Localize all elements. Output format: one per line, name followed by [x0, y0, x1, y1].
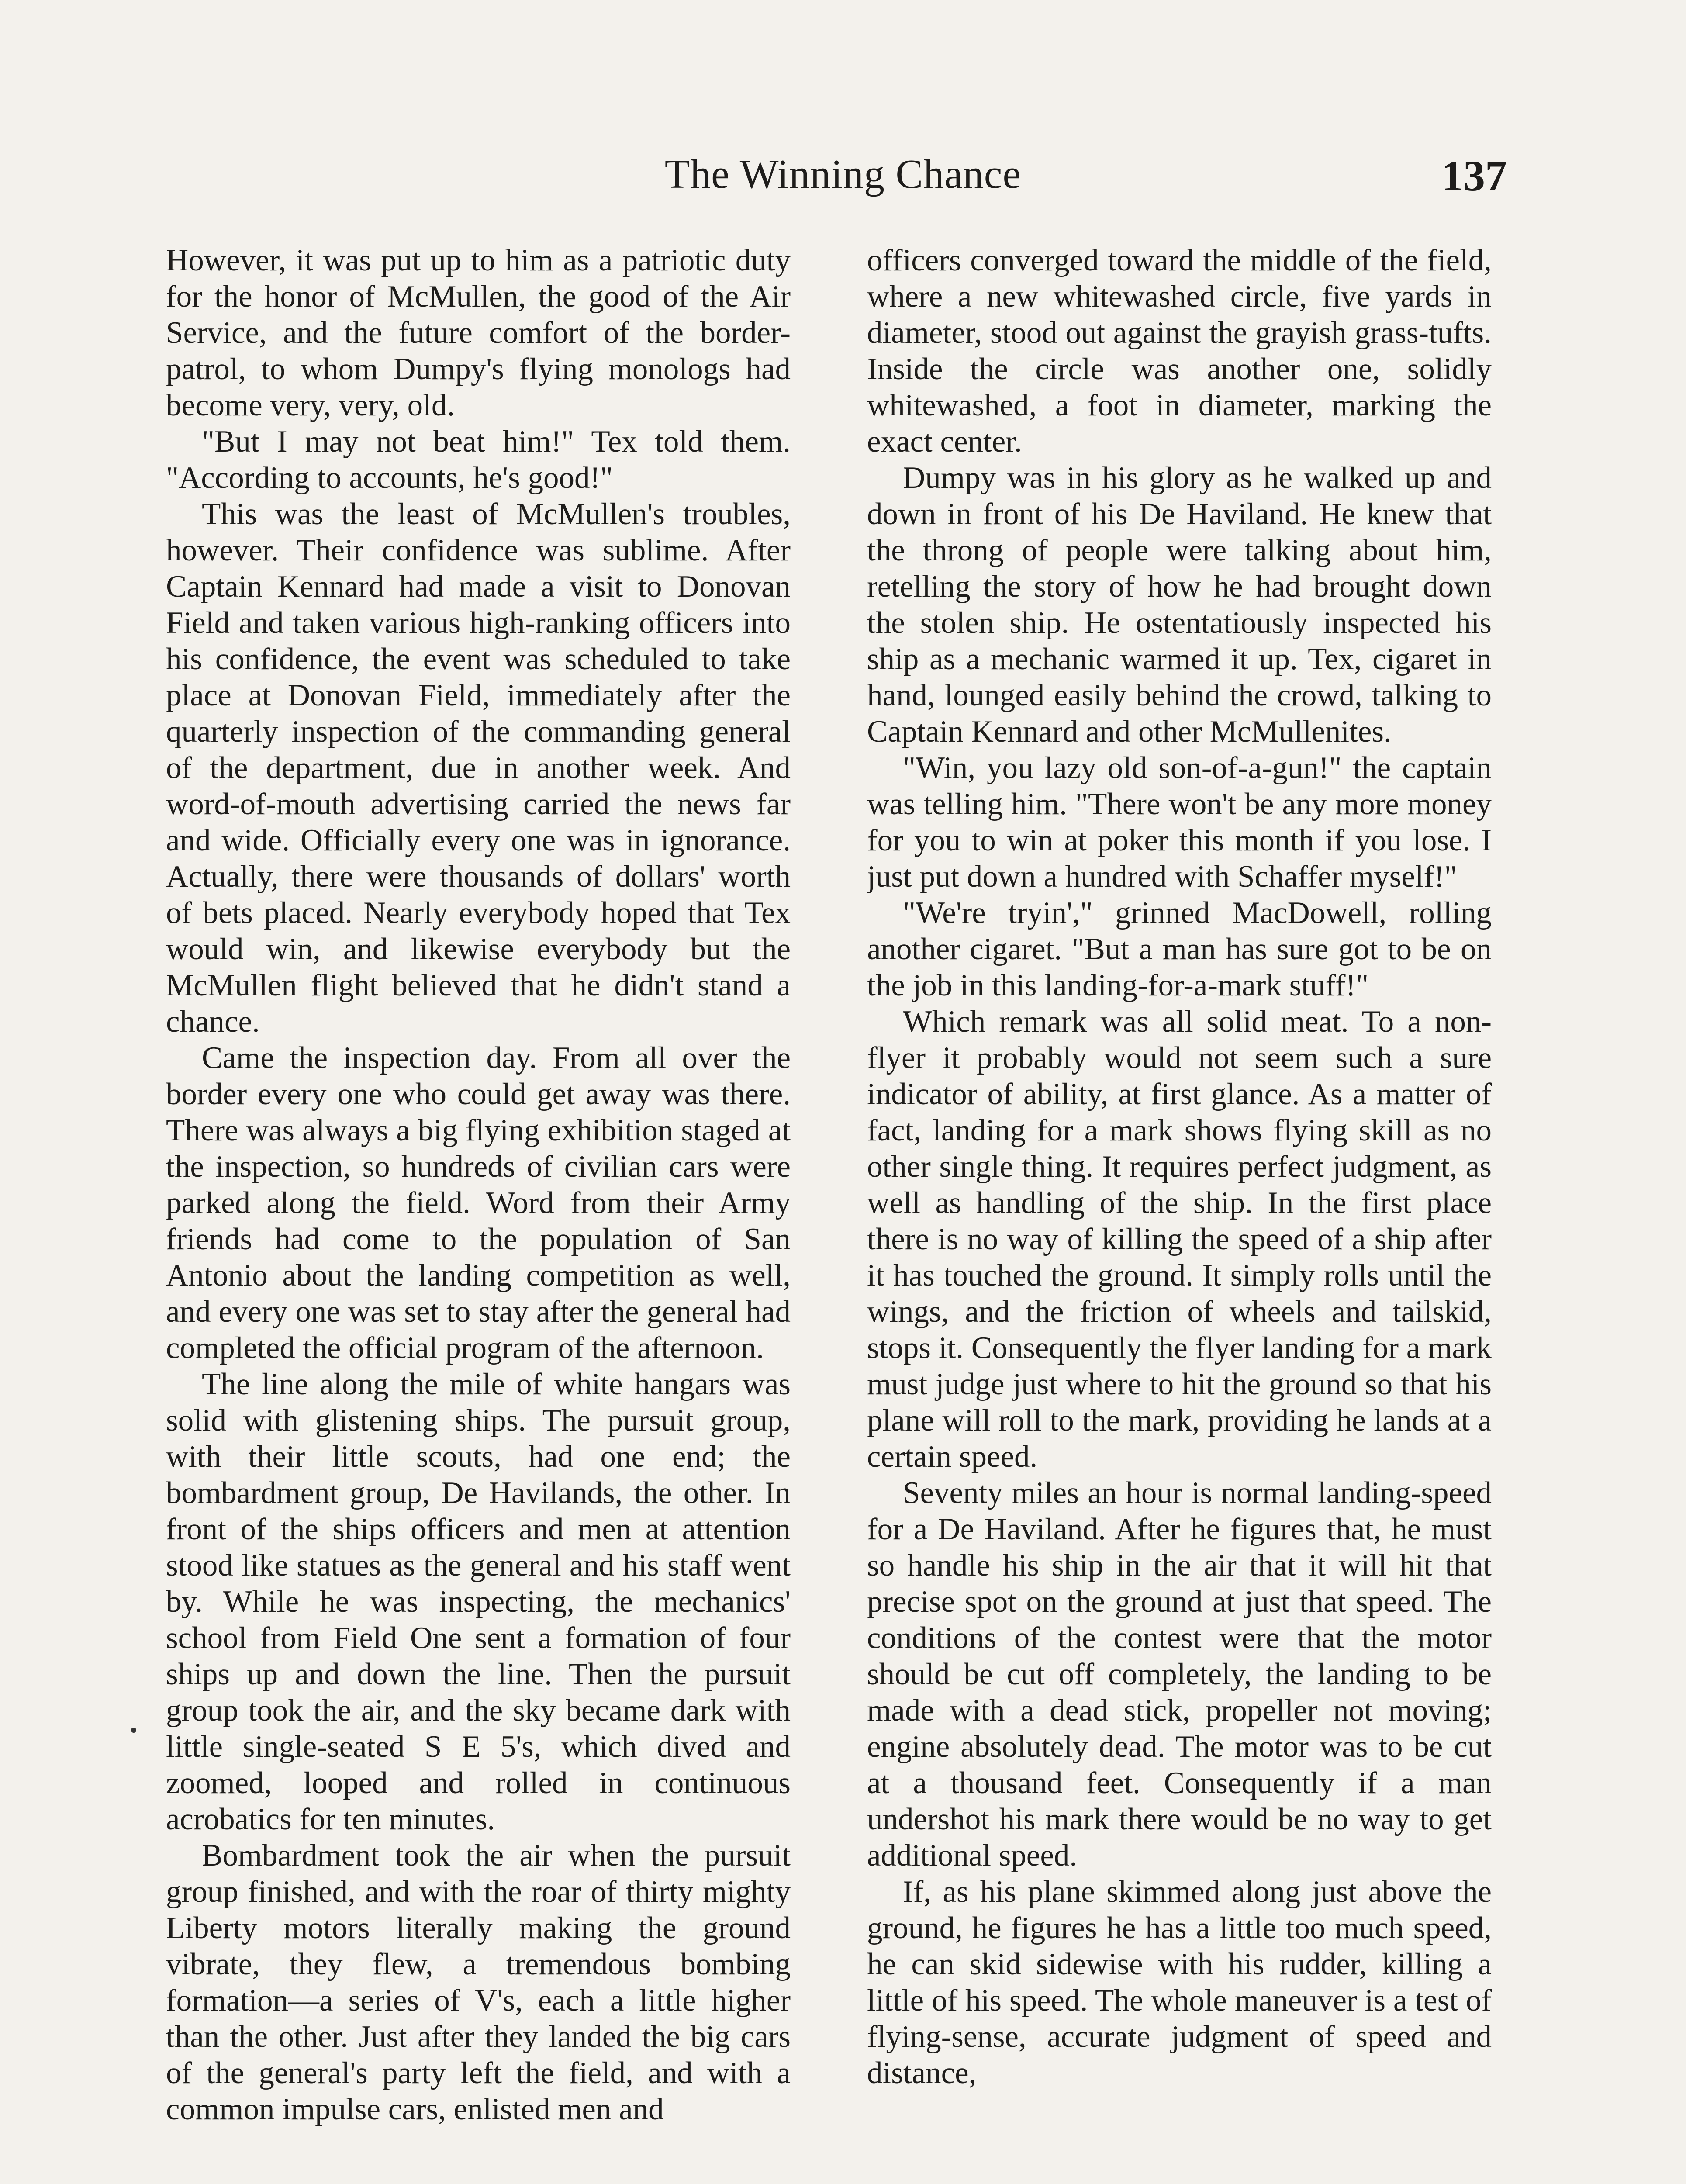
- paragraph: Seventy miles an hour is normal landing-speed for a De Haviland. After he figures that, he must so handle his ship in the air that it will hit that precise spot on the ground at just that speed. The conditions of the contest were that the motor should be cut off completely, the landing to be made with a dead stick, propeller not moving; engine absolutely dead. The motor was to be cut at a thousand feet. Consequently if a man undershot his mark there would be no way to get additional speed.: [867, 1476, 1492, 1873]
- paragraph: Dumpy was in his glory as he walked up and down in front of his De Haviland. He knew that the throng of people were talking about him, retelling the story of how he had brought down the stolen ship. He ostentatiously inspected his ship as a mechanic warmed it up. Tex, cigaret in hand, lounged easily behind the crowd, talking to Captain Kennard and other McMullenites.: [867, 461, 1492, 749]
- paragraph: "Win, you lazy old son-of-a-gun!" the captain was telling him. "There won't be any more money for you to win at poker this month if you lose. I just put down a hundred with Schaffer myself!": [867, 751, 1492, 894]
- paragraph: Bombardment took the air when the pursuit group finished, and with the roar of thirty mighty Liberty motors literally making the ground vibrate, they flew, a tremendous bombing formation—a series of V's, each a little higher than the other. Just after they landed the big cars of the general's party left the field, and with a common impulse cars, enlisted men and: [166, 1838, 791, 2126]
- paragraph: This was the least of McMullen's troubles, however. Their confidence was sublime. After Captain Kennard had made a visit to Donovan Field and taken various high-ranking officers into his confidence, the event was scheduled to take place at Donovan Field, immediately after the quarterly inspection of the commanding general of the department, due in another week. And word-of-mouth advertising carried the news far and wide. Officially every one was in ignorance. Actually, there were thousands of dollars' worth of bets placed. Nearly everybody hoped that Tex would win, and likewise everybody but the McMullen flight believed that he didn't stand a chance.: [166, 497, 791, 1039]
- right-text-column: [867, 242, 1492, 2184]
- paragraph: The line along the mile of white hangars was solid with glistening ships. The pursuit group, with their little scouts, had one end; the bombardment group, De Havilands, the other. In front of the ships officers and men at attention stood like statues as the general and his staff went by. While he was inspecting, the mechanics' school from Field One sent a formation of four ships up and down the line. Then the pursuit group took the air, and the sky became dark with little single-seated S E 5's, which dived and zoomed, looped and rolled in continuous acrobatics for ten minutes.: [166, 1367, 791, 1836]
- margin-mark: [131, 1728, 136, 1733]
- paragraph: However, it was put up to him as a patriotic duty for the honor of McMullen, the good of the Air Service, and the future comfort of the border-patrol, to whom Dumpy's flying monologs had become very, very, old.: [166, 243, 791, 422]
- running-header-title: The Winning Chance: [664, 152, 1022, 197]
- paragraph: If, as his plane skimmed along just above the ground, he figures he has a little too much speed, he can skid sidewise with his rudder, killing a little of his speed. The whole maneuver is a test of flying-sense, accurate judgment of speed and distance,: [867, 1875, 1492, 2090]
- paragraph: officers converged toward the middle of the field, where a new whitewashed circle, five yards in diameter, stood out against the grayish grass-tufts. Inside the circle was another one, solidly whitewashed, a foot in diameter, marking the exact center.: [867, 243, 1492, 459]
- paragraph: "We're tryin'," grinned MacDowell, rolling another cigaret. "But a man has sure got to be on the job in this landing-for-a-mark stuff!": [867, 896, 1492, 1002]
- paragraph: Came the inspection day. From all over the border every one who could get away was there. There was always a big flying exhibition staged at the inspection, so hundreds of civilian cars were parked along the field. Word from their Army friends had come to the population of San Antonio about the landing competition as well, and every one was set to stay after the general had completed the official program of the afternoon.: [166, 1041, 791, 1365]
- paragraph: "But I may not beat him!" Tex told them. "According to accounts, he's good!": [166, 425, 791, 495]
- left-text-column: [166, 242, 791, 2184]
- paragraph: Which remark was all solid meat. To a non-flyer it probably would not seem such a sure indicator of ability, at first glance. As a matter of fact, landing for a mark shows flying skill as no other single thing. It requires perfect judgment, as well as handling of the ship. In the first place there is no way of killing the speed of a ship after it has touched the ground. It simply rolls until the wings, and the friction of wheels and tailskid, stops it. Consequently the flyer landing for a mark must judge just where to hit the ground so that his plane will roll to the mark, providing he lands at a certain speed.: [867, 1005, 1492, 1474]
- page-number: 137: [1441, 152, 1507, 200]
